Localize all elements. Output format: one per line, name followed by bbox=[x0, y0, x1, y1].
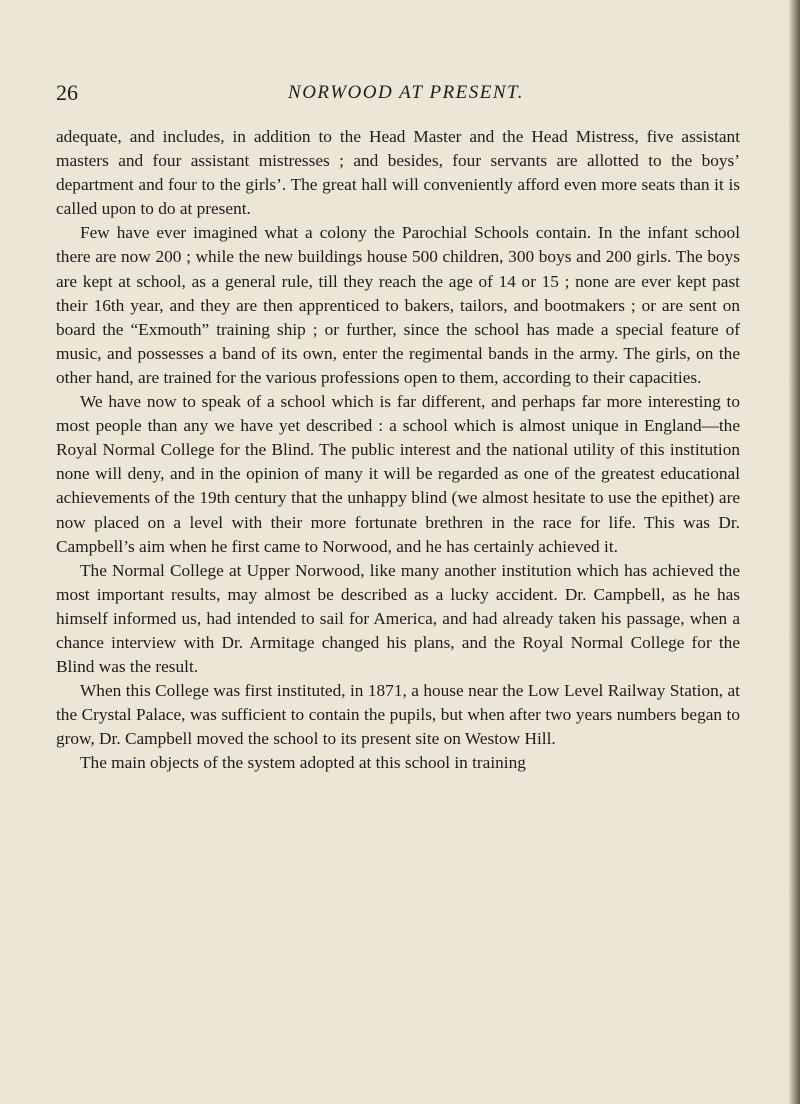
body-text bbox=[56, 125, 740, 776]
paragraph-2: Few have ever imagined what a colony the Parochial Schools contain. In the infant school there are now 200 ; while the new buildings house 500 children, 300 boys and 200 girls. The boys are kept at school, as a general rule, till they reach the age of 14 or 15 ; none are ever kept past their 16th year, and they are then apprenticed to bakers, tailors, and bootmakers ; or are sent on board the “Exmouth” training ship ; or further, since the school has made a special feature of music, and possesses a band of its own, enter the regimental bands in the army. The girls, on the other hand, are trained for the various professions open to them, according to their capacities. bbox=[56, 223, 740, 387]
running-title: NORWOOD AT PRESENT. bbox=[288, 82, 524, 103]
paragraph-1: adequate, and includes, in addition to the Head Master and the Head Mistress, five assistant masters and four assistant mistresses ; and besides, four servants are allotted to the boys’ department and four to the girls’. The great hall will conveniently afford even more seats than it is called upon to do at present. bbox=[56, 127, 740, 219]
paragraph-6: The main objects of the system adopted at this school in training bbox=[80, 753, 526, 773]
page-number: 26 bbox=[56, 80, 78, 105]
paragraph-4: The Normal College at Upper Norwood, like many another institution which has achieved the most important results, may almost be described as a lucky accident. Dr. Campbell, as he has himself informed us, had intended to sail for America, and had already taken his passage, when a chance interview with Dr. Armitage changed his plans, and the Royal Normal College for the Blind was the result. bbox=[56, 560, 740, 677]
page-edge-shadow bbox=[788, 0, 800, 1104]
paragraph-5: When this College was first instituted, in 1871, a house near the Low Level Railway Station, at the Crystal Palace, was sufficient to contain the pupils, but when after two years numbers began to grow, Dr. Campbell moved the school to its present site on Westow Hill. bbox=[56, 681, 740, 749]
paragraph-3: We have now to speak of a school which is far different, and perhaps far more interesting to most people than any we have yet described : a school which is almost unique in England—the Royal Normal College for the Blind. The public interest and the national utility of this institution none will deny, and in the opinion of many it will be regarded as one of the greatest educational achievements of the 19th century that the unhappy blind (we almost hesitate to use the epithet) are now placed on a level with their more fortunate brethren in the race for life. This was Dr. Campbell’s aim when he first came to Norwood, and he has certainly achieved it. bbox=[56, 392, 740, 556]
page-header bbox=[56, 78, 756, 108]
